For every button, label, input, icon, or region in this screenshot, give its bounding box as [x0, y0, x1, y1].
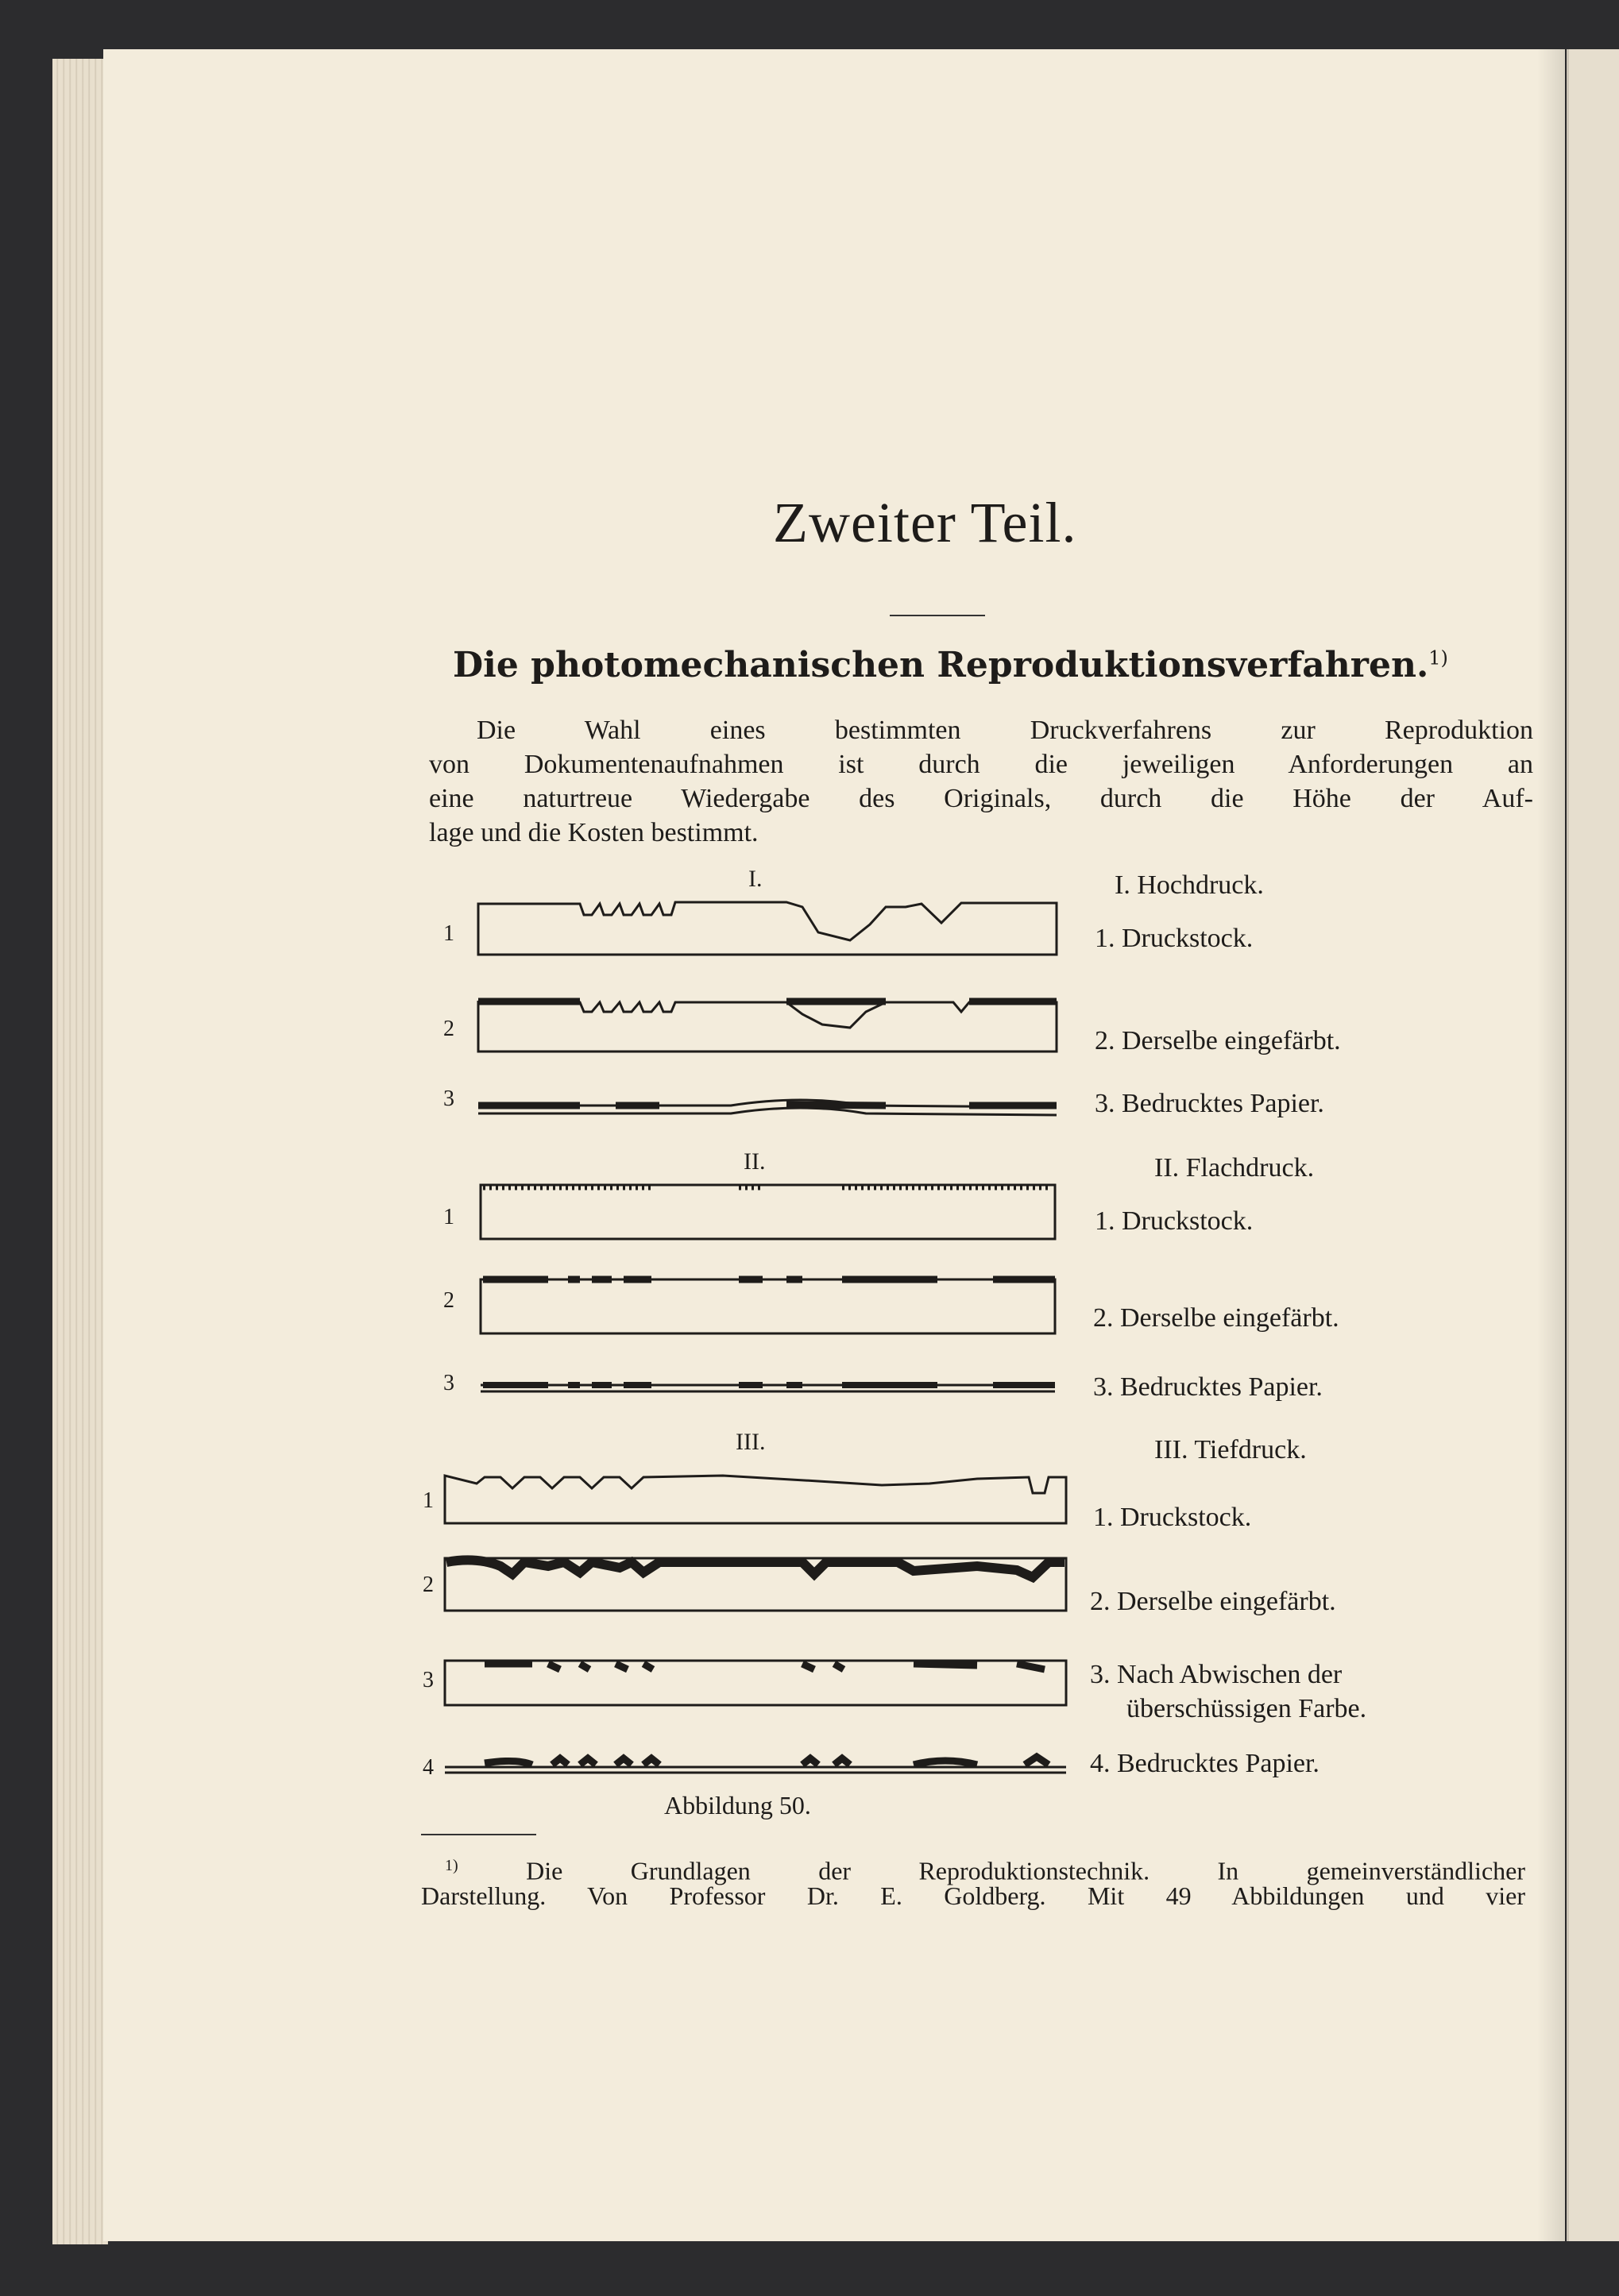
- relief-printed-paper-diagram: [478, 1100, 1057, 1115]
- section-heading-text: Die photomechanischen Reproduktionsverfahren.: [453, 645, 1429, 685]
- page-edges: [52, 59, 108, 2244]
- footnote-marker: 1): [445, 1857, 458, 1874]
- planographic-plate-inked-diagram: [481, 1279, 1055, 1333]
- step-label: 3. Bedrucktes Papier.: [1095, 1089, 1324, 1118]
- paragraph-line: lage und die Kosten bestimmt.: [429, 818, 759, 847]
- step-number: 2: [443, 1017, 454, 1041]
- paragraph-line: eine naturtreue Wiedergabe des Originals, durch die Höhe der Auf-: [429, 784, 1533, 813]
- intaglio-printed-paper-diagram: [445, 1757, 1066, 1773]
- footnote-text: Die Grundlagen der Reproduktionstechnik. In gemeinverständlicher: [526, 1856, 1526, 1885]
- planographic-plate-diagram: [481, 1185, 1055, 1239]
- step-label: 3. Nach Abwischen der: [1090, 1660, 1343, 1689]
- step-label-continued: überschüssigen Farbe.: [1126, 1694, 1367, 1723]
- step-label: 1. Druckstock.: [1095, 1206, 1254, 1236]
- page-title: Zweiter Teil.: [773, 491, 1077, 554]
- paragraph-line: von Dokumentenaufnahmen ist durch die jeweiligen Anforderungen an: [429, 750, 1533, 779]
- intaglio-plate-wiped-diagram: [445, 1661, 1066, 1705]
- facing-page-edge: [1567, 49, 1619, 2241]
- section-numeral-relief: I.: [748, 866, 763, 892]
- printing-process-figure: [103, 49, 1565, 2241]
- step-label: 1. Druckstock.: [1095, 924, 1254, 953]
- step-label: 4. Bedrucktes Papier.: [1090, 1749, 1320, 1778]
- step-label: 1. Druckstock.: [1093, 1503, 1252, 1532]
- figure-caption: Abbildung 50.: [664, 1791, 811, 1819]
- section-numeral-planographic: II.: [744, 1148, 766, 1175]
- intaglio-plate-inked-diagram: [445, 1558, 1066, 1611]
- relief-plate-diagram: [478, 902, 1057, 955]
- step-number: 4: [423, 1755, 434, 1780]
- intaglio-plate-diagram: [445, 1476, 1066, 1523]
- step-number: 1: [443, 1205, 454, 1229]
- step-number: 2: [423, 1572, 434, 1597]
- relief-plate-inked-diagram: [478, 1001, 1057, 1052]
- step-number: 1: [423, 1488, 434, 1513]
- step-number: 3: [443, 1371, 454, 1395]
- book-page: [103, 49, 1565, 2241]
- section-heading-planographic: II. Flachdruck.: [1154, 1153, 1315, 1183]
- step-number: 3: [443, 1086, 454, 1111]
- step-number: 1: [443, 921, 454, 946]
- footnote-reference: 1): [1428, 646, 1448, 670]
- section-heading-intaglio: III. Tiefdruck.: [1154, 1435, 1307, 1464]
- spine-shadow: [1537, 49, 1569, 2241]
- section-numeral-intaglio: III.: [736, 1429, 766, 1455]
- footnote-line: Darstellung. Von Professor Dr. E. Goldberg. Mit 49 Abbildungen und vier: [421, 1881, 1525, 1910]
- step-label: 2. Derselbe eingefärbt.: [1090, 1587, 1336, 1616]
- step-label: 2. Derselbe eingefärbt.: [1095, 1026, 1341, 1055]
- step-label: 2. Derselbe eingefärbt.: [1093, 1303, 1339, 1333]
- footnote-rule: [421, 1834, 536, 1835]
- paragraph-line: Die Wahl eines bestimmten Druckverfahrens zur Reproduktion: [477, 716, 1533, 745]
- step-number: 3: [423, 1668, 434, 1692]
- section-heading-relief: I. Hochdruck.: [1115, 870, 1264, 900]
- step-label: 3. Bedrucktes Papier.: [1093, 1372, 1323, 1402]
- planographic-printed-paper-diagram: [481, 1385, 1055, 1391]
- step-number: 2: [443, 1288, 454, 1313]
